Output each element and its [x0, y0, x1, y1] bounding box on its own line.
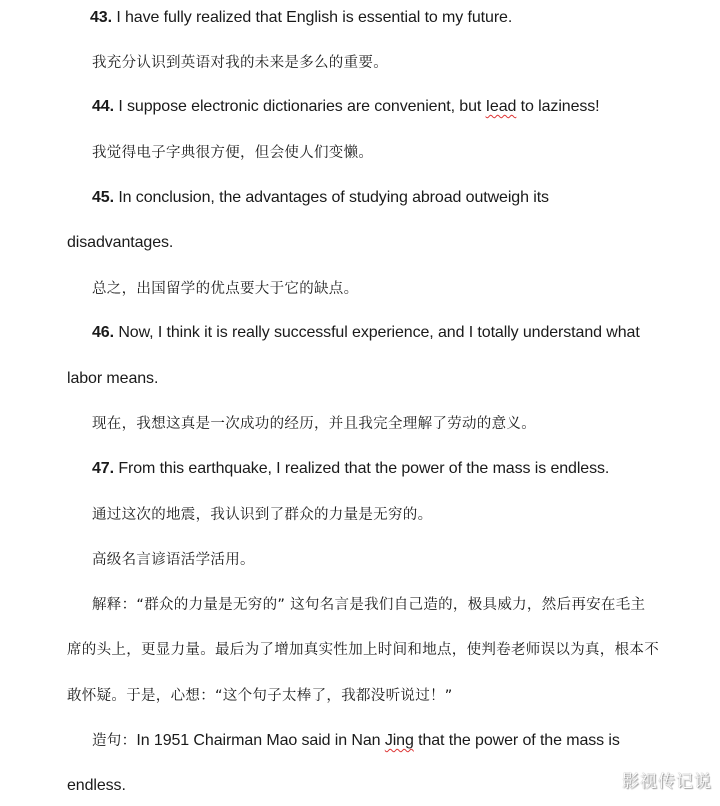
spellcheck-flagged-word[interactable]: Iead — [485, 98, 517, 115]
explanation-line-2: 席的头上，更显力量。最后为了增加真实性加上时间和地点，使判卷老师误以为真，根本不 — [67, 642, 659, 658]
sentence-45-chinese: 总之，出国留学的优点要大于它的缺点。 — [92, 281, 359, 297]
item-number: 43. — [90, 9, 112, 26]
sentence-46-chinese: 现在，我想这真是一次成功的经历，并且我完全理解了劳动的意义。 — [92, 416, 536, 432]
example-text-end: that the power of the mass is — [413, 732, 620, 749]
sentence-45-english — [92, 188, 549, 208]
watermark: 影视传记说 — [622, 772, 712, 792]
sentence-46-english — [92, 323, 640, 343]
sentence-46-english-continued: labor means. — [67, 370, 159, 387]
example-sentence — [92, 731, 620, 751]
sentence-text-end: to laziness! — [516, 98, 600, 115]
sentence-44-english — [92, 97, 600, 117]
sentence-text: From this earthquake, I realized that the power of the mass is endless. — [118, 460, 610, 477]
sentence-47-english — [92, 459, 609, 479]
sentence-text: Now, I think it is really successful experience, and I totally understand what — [118, 324, 640, 341]
sentence-45-english-continued: disadvantages. — [67, 234, 174, 251]
sentence-47-chinese: 通过这次的地震，我认识到了群众的力量是无穷的。 — [92, 507, 433, 523]
sentence-43-english — [90, 8, 512, 28]
sentence-44-chinese: 我觉得电子字典很方便，但会使人们变懒。 — [92, 145, 374, 161]
spellcheck-flagged-word[interactable]: Jing — [384, 732, 414, 749]
sentence-text: In conclusion, the advantages of studying abroad outweigh its — [118, 189, 549, 206]
item-number: 46. — [92, 324, 114, 341]
example-text-start: In 1951 Chairman Mao said in Nan — [136, 732, 385, 749]
sentence-text-start: I suppose electronic dictionaries are convenient, but — [118, 98, 486, 115]
item-number: 47. — [92, 460, 114, 477]
explanation-line-3: 敢怀疑。于是，心想：“这个句子太棒了，我都没听说过！” — [67, 688, 453, 704]
example-sentence-continued: endless. — [67, 777, 126, 794]
item-number: 45. — [92, 189, 114, 206]
section-heading: 高级名言谚语活学活用。 — [92, 552, 255, 568]
sentence-43-chinese: 我充分认识到英语对我的未来是多么的重要。 — [92, 55, 388, 71]
explanation-line-1: 解释：“群众的力量是无穷的” 这句名言是我们自己造的，极具威力，然后再安在毛主 — [92, 597, 646, 613]
sentence-text: I have fully realized that English is essential to my future. — [116, 9, 513, 26]
item-number: 44. — [92, 98, 114, 115]
example-label: 造句： — [92, 733, 137, 749]
